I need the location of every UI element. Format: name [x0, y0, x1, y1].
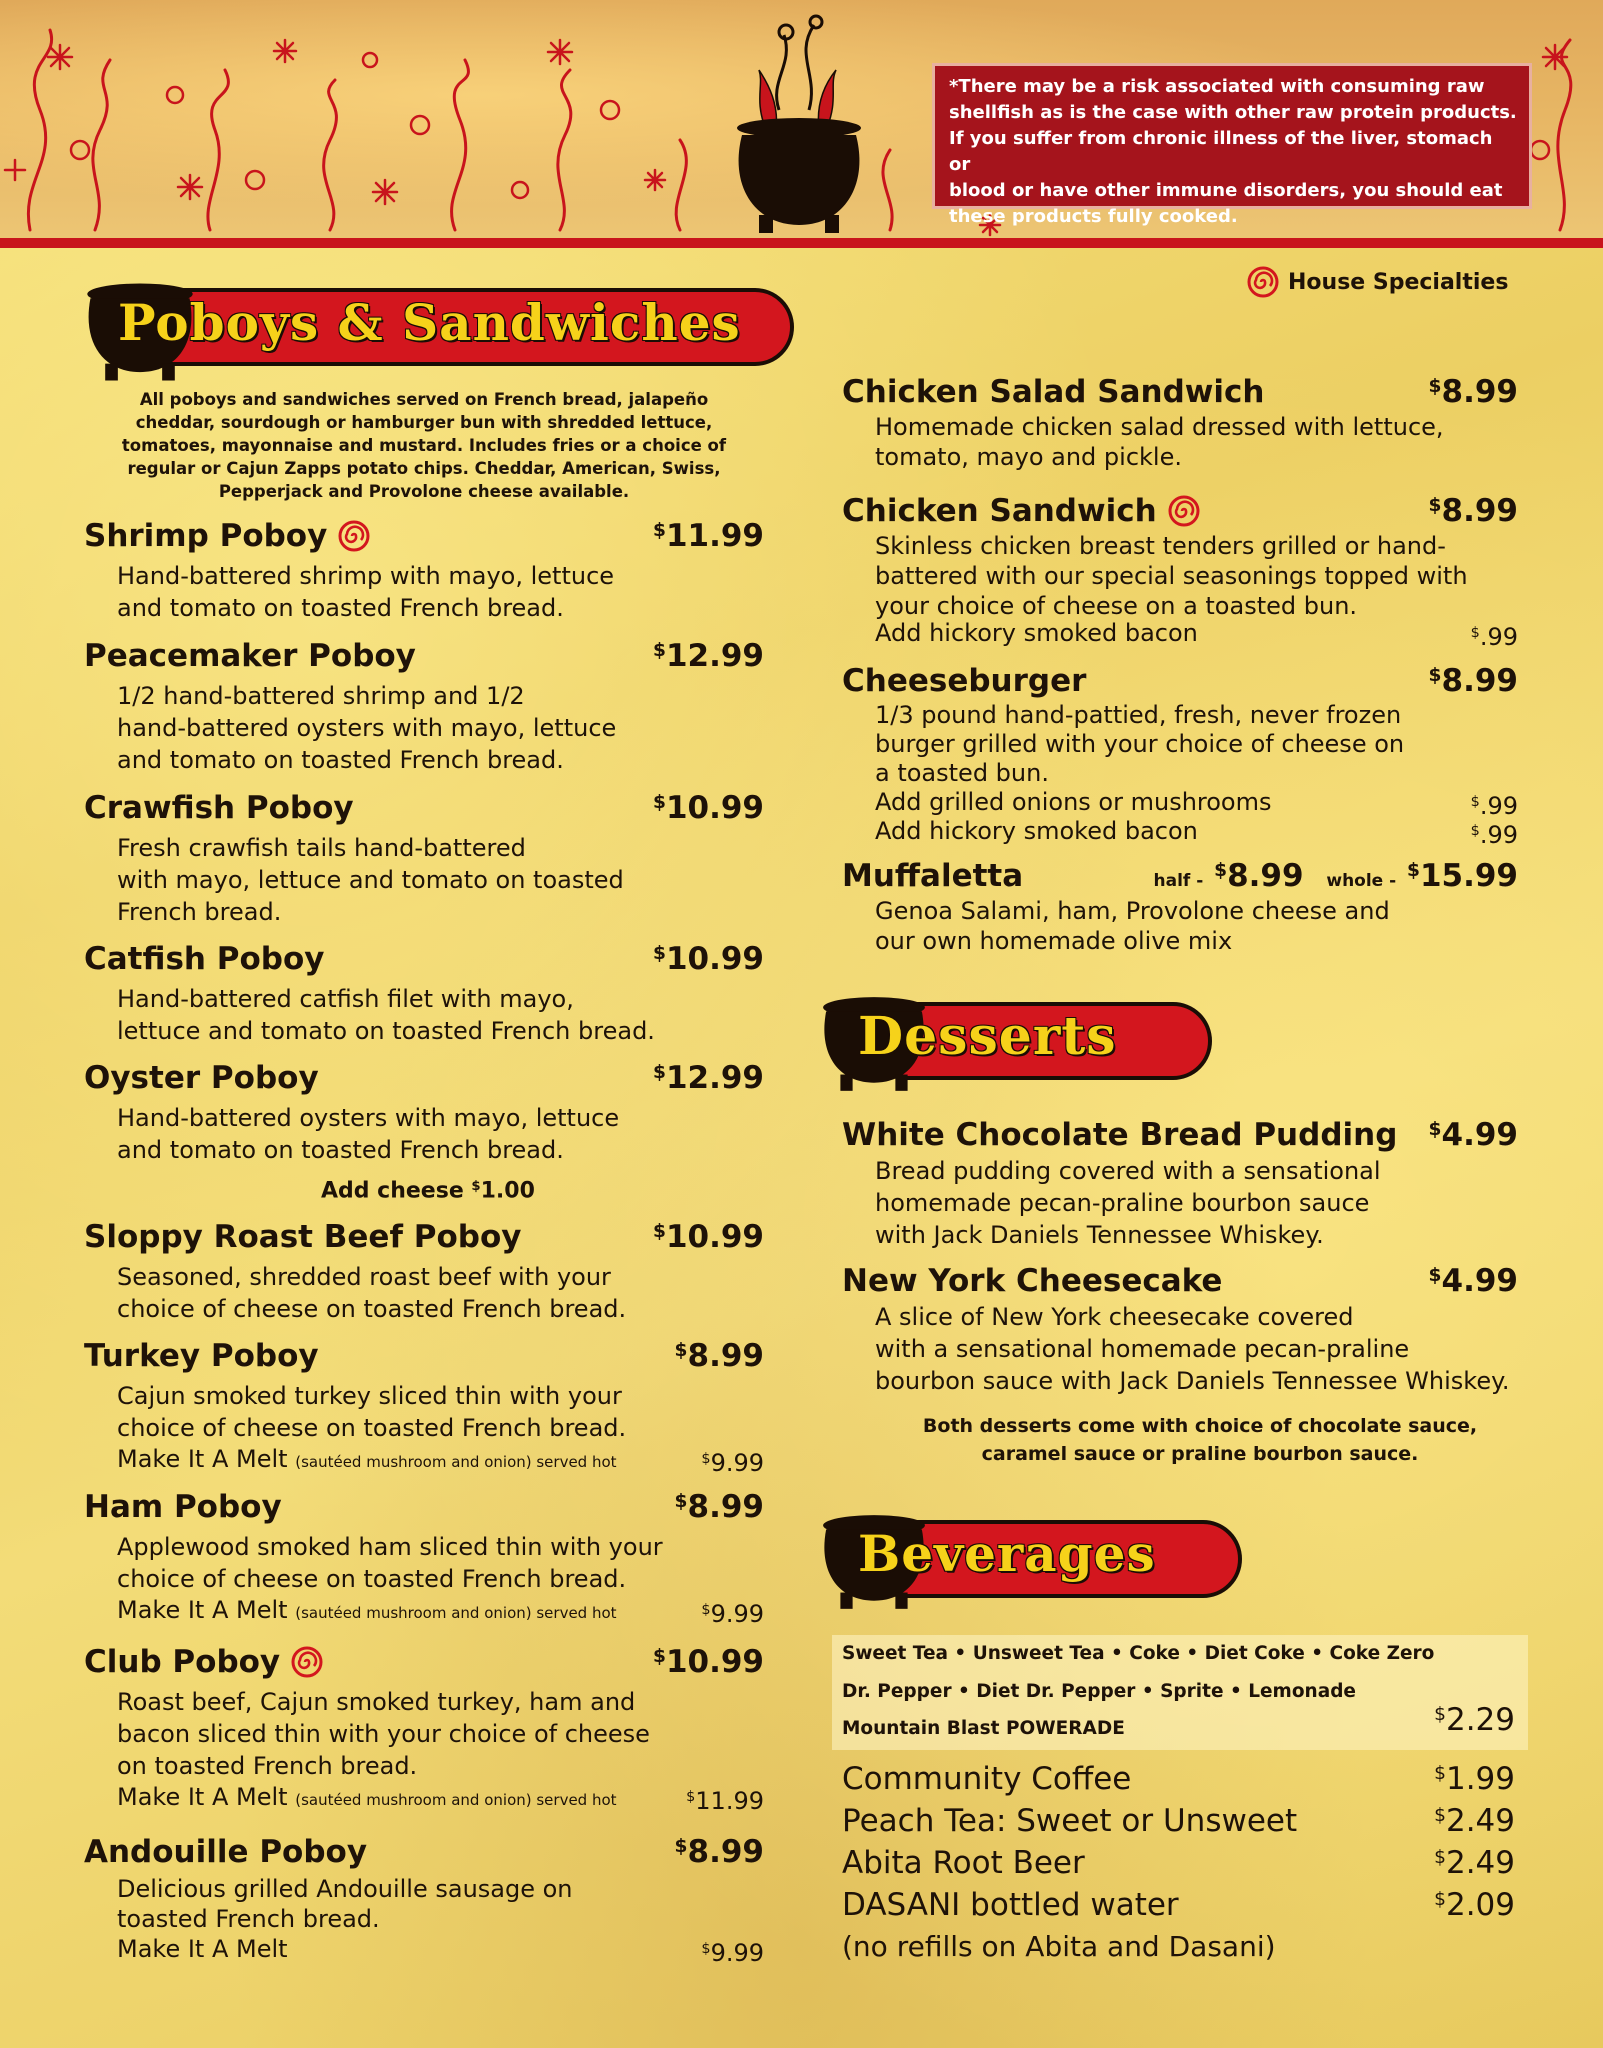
item-price: $10.99	[652, 1219, 764, 1255]
item-description: Seasoned, shredded roast beef with your choice of cheese on toasted French bread.	[117, 1263, 627, 1323]
item-description: Homemade chicken salad dressed with lettuce, tomato, mayo and pickle.	[875, 413, 1444, 471]
dessert-sauce-note: Both desserts come with choice of chocolate sauce, caramel sauce or praline bourbon sauce.	[922, 1415, 1478, 1465]
raw-shellfish-warning	[932, 63, 1532, 227]
item-name: White Chocolate Bread Pudding	[842, 1117, 1398, 1153]
make-it-a-melt-option: Make It A Melt (sautéed mushroom and onion) served hot	[117, 1783, 617, 1811]
add-cheese-option: Add cheese $1.00	[321, 1178, 535, 1204]
item-name: Muffaletta	[842, 858, 1024, 894]
item-name: Andouille Poboy	[84, 1834, 368, 1870]
muffaletta-prices: half - $8.99 whole - $15.99	[1153, 858, 1518, 894]
beverage-name: Community Coffee	[842, 1761, 1132, 1797]
menu-item-chicken-sandwich	[842, 493, 1518, 653]
item-price: $8.99	[674, 1338, 764, 1374]
menu-item-new-york-cheesecake	[842, 1263, 1542, 1403]
intro-line: tomatoes, mayonnaise and mustard. Includes fries or a choice of	[121, 436, 727, 455]
item-name: Sloppy Roast Beef Poboy	[84, 1219, 522, 1255]
item-description: Applewood smoked ham sliced thin with your choice of cheese on toasted French bread.	[117, 1533, 663, 1593]
item-price: $8.99	[674, 1489, 764, 1525]
item-price: $10.99	[652, 790, 764, 826]
item-name: Cheeseburger	[842, 663, 1087, 699]
make-it-a-melt-option: Make It A Melt	[117, 1935, 288, 1963]
make-it-a-melt-option: Make It A Melt (sautéed mushroom and onion) served hot	[117, 1445, 617, 1473]
intro-line: cheddar, sourdough or hamburger bun with shredded lettuce,	[135, 413, 713, 432]
poboys-section-badge	[82, 278, 794, 398]
menu-item-sloppy-roast-beef-poboy	[84, 1219, 764, 1329]
menu-item-catfish-poboy	[84, 941, 764, 1051]
desserts-section-title: Desserts	[858, 1006, 1117, 1067]
legend-label: House Specialties	[1288, 269, 1509, 295]
swirl-icon	[290, 1645, 324, 1679]
melt-price: $9.99	[701, 1938, 764, 1967]
warning-line: *There may be a risk associated with consuming raw	[949, 76, 1485, 97]
item-name: New York Cheesecake	[842, 1263, 1223, 1299]
add-bacon-option: Add hickory smoked bacon	[875, 619, 1198, 647]
item-name: Ham Poboy	[84, 1489, 282, 1525]
menu-item-muffaletta	[842, 858, 1518, 958]
item-description: A slice of New York cheesecake covered with a sensational homemade pecan-praline bourbon sauce with Jack Daniels Tennessee Whiskey.	[875, 1303, 1510, 1395]
house-specialties-legend	[1246, 266, 1508, 298]
melt-price: $11.99	[686, 1786, 764, 1815]
warning-line: shellfish as is the case with other raw protein products.	[949, 102, 1517, 123]
item-description: Cajun smoked turkey sliced thin with your choice of cheese on toasted French bread.	[117, 1382, 627, 1442]
menu-item-oyster-poboy	[84, 1060, 764, 1205]
beverage-name: Peach Tea: Sweet or Unsweet	[842, 1803, 1298, 1839]
item-price: $8.99	[1428, 663, 1518, 699]
intro-line: All poboys and sandwiches served on French bread, jalapeño	[139, 390, 709, 409]
desserts-section-badge	[818, 992, 1212, 1096]
melt-price: $9.99	[701, 1448, 764, 1477]
item-description: Hand-battered shrimp with mayo, lettuce and tomato on toasted French bread.	[117, 562, 615, 622]
warning-line: these products fully cooked.	[949, 206, 1238, 227]
header-banner	[0, 0, 1603, 248]
beverage-name: Abita Root Beer	[842, 1845, 1085, 1881]
item-description: Hand-battered catfish filet with mayo, lettuce and tomato on toasted French bread.	[117, 985, 655, 1045]
beverages-section-title: Beverages	[858, 1524, 1156, 1583]
beverage-price: $2.49	[1434, 1803, 1515, 1839]
item-price: $11.99	[652, 518, 764, 554]
item-name: Oyster Poboy	[84, 1060, 319, 1096]
half-label: half -	[1153, 871, 1204, 891]
item-description: Genoa Salami, ham, Provolone cheese and our own homemade olive mix	[875, 897, 1390, 955]
item-name: Turkey Poboy	[84, 1338, 319, 1374]
item-price: $12.99	[652, 1060, 764, 1096]
addon-price: $.99	[1470, 820, 1518, 849]
menu-item-chicken-salad-sandwich	[842, 374, 1518, 484]
swirl-icon	[337, 519, 371, 553]
item-price: $10.99	[652, 1644, 764, 1680]
poboys-section-title: Poboys & Sandwiches	[118, 293, 741, 352]
menu-item-shrimp-poboy	[84, 518, 764, 628]
soft-drinks-price: $2.29	[1434, 1702, 1515, 1738]
item-price: $12.99	[652, 638, 764, 674]
swirl-icon	[1246, 265, 1280, 299]
melt-price: $9.99	[701, 1599, 764, 1628]
item-description: Fresh crawfish tails hand-battered with mayo, lettuce and tomato on toasted French bread.	[117, 834, 624, 926]
swirl-icon	[1167, 494, 1201, 528]
warning-line: blood or have other immune disorders, you should eat	[949, 180, 1503, 201]
item-price: $4.99	[1428, 1263, 1518, 1299]
item-price: $8.99	[1428, 374, 1518, 410]
item-description: 1/2 hand-battered shrimp and 1/2 hand-battered oysters with mayo, lettuce and tomato on toasted French bread.	[117, 682, 617, 774]
make-it-a-melt-option: Make It A Melt (sautéed mushroom and onion) served hot	[117, 1596, 617, 1624]
warning-line: If you suffer from chronic illness of the liver, stomach or	[949, 128, 1493, 175]
item-price: $10.99	[652, 941, 764, 977]
beverage-price: $1.99	[1434, 1761, 1515, 1797]
menu-item-peacemaker-poboy	[84, 638, 764, 778]
poboys-intro	[84, 388, 764, 503]
intro-line: Pepperjack and Provolone cheese available.	[218, 482, 630, 501]
menu-item-ham-poboy	[84, 1489, 764, 1629]
beverage-footnote: (no refills on Abita and Dasani)	[842, 1930, 1276, 1963]
menu-item-white-chocolate-bread-pudding	[842, 1117, 1518, 1257]
soft-drinks-line: Sweet Tea • Unsweet Tea • Coke • Diet Coke • Coke Zero	[842, 1643, 1435, 1664]
item-price: $8.99	[674, 1834, 764, 1870]
menu-item-cheeseburger	[842, 663, 1518, 853]
menu-item-turkey-poboy	[84, 1338, 764, 1478]
beverages-section-badge	[818, 1510, 1242, 1614]
beverage-name: DASANI bottled water	[842, 1887, 1179, 1923]
add-bacon-option: Add hickory smoked bacon	[875, 817, 1198, 845]
cauldron-icon	[724, 10, 874, 240]
half-price: 8.99	[1227, 858, 1304, 894]
item-name: Shrimp Poboy	[84, 518, 328, 554]
item-name: Catfish Poboy	[84, 941, 325, 977]
item-description: Skinless chicken breast tenders grilled or hand- battered with our special seasonings topped with your choice of cheese on a toasted bun.	[875, 532, 1468, 620]
item-description: Hand-battered oysters with mayo, lettuce and tomato on toasted French bread.	[117, 1104, 620, 1164]
intro-line: regular or Cajun Zapps potato chips. Cheddar, American, Swiss,	[127, 459, 721, 478]
menu-item-club-poboy	[84, 1644, 764, 1814]
add-onions-option: Add grilled onions or mushrooms	[875, 788, 1272, 816]
item-description: Roast beef, Cajun smoked turkey, ham and bacon sliced thin with your choice of cheese on toasted French bread.	[117, 1688, 650, 1780]
item-price: $4.99	[1428, 1117, 1518, 1153]
item-description: 1/3 pound hand-pattied, fresh, never frozen burger grilled with your choice of cheese on a toasted bun.	[875, 701, 1405, 787]
item-name: Chicken Salad Sandwich	[842, 374, 1265, 410]
item-name: Peacemaker Poboy	[84, 638, 416, 674]
item-name: Chicken Sandwich	[842, 493, 1157, 529]
item-description: Delicious grilled Andouille sausage on toasted French bread.	[117, 1875, 573, 1933]
whole-label: whole -	[1326, 871, 1397, 891]
item-price: $8.99	[1428, 493, 1518, 529]
soft-drinks-line: Mountain Blast POWERADE	[842, 1718, 1125, 1739]
item-name: Club Poboy	[84, 1644, 281, 1680]
item-name: Crawfish Poboy	[84, 790, 354, 826]
beverage-price: $2.09	[1434, 1887, 1515, 1923]
menu-item-crawfish-poboy	[84, 790, 764, 930]
beverage-price: $2.49	[1434, 1845, 1515, 1881]
whole-price: 15.99	[1419, 858, 1518, 894]
menu-item-andouille-poboy	[84, 1834, 764, 1967]
item-description: Bread pudding covered with a sensational homemade pecan-praline bourbon sauce with Jack Daniels Tennessee Whiskey.	[875, 1157, 1381, 1249]
soft-drinks-line: Dr. Pepper • Diet Dr. Pepper • Sprite • Lemonade	[842, 1681, 1356, 1702]
addon-price: $.99	[1470, 791, 1518, 820]
addon-price: $.99	[1470, 622, 1518, 651]
